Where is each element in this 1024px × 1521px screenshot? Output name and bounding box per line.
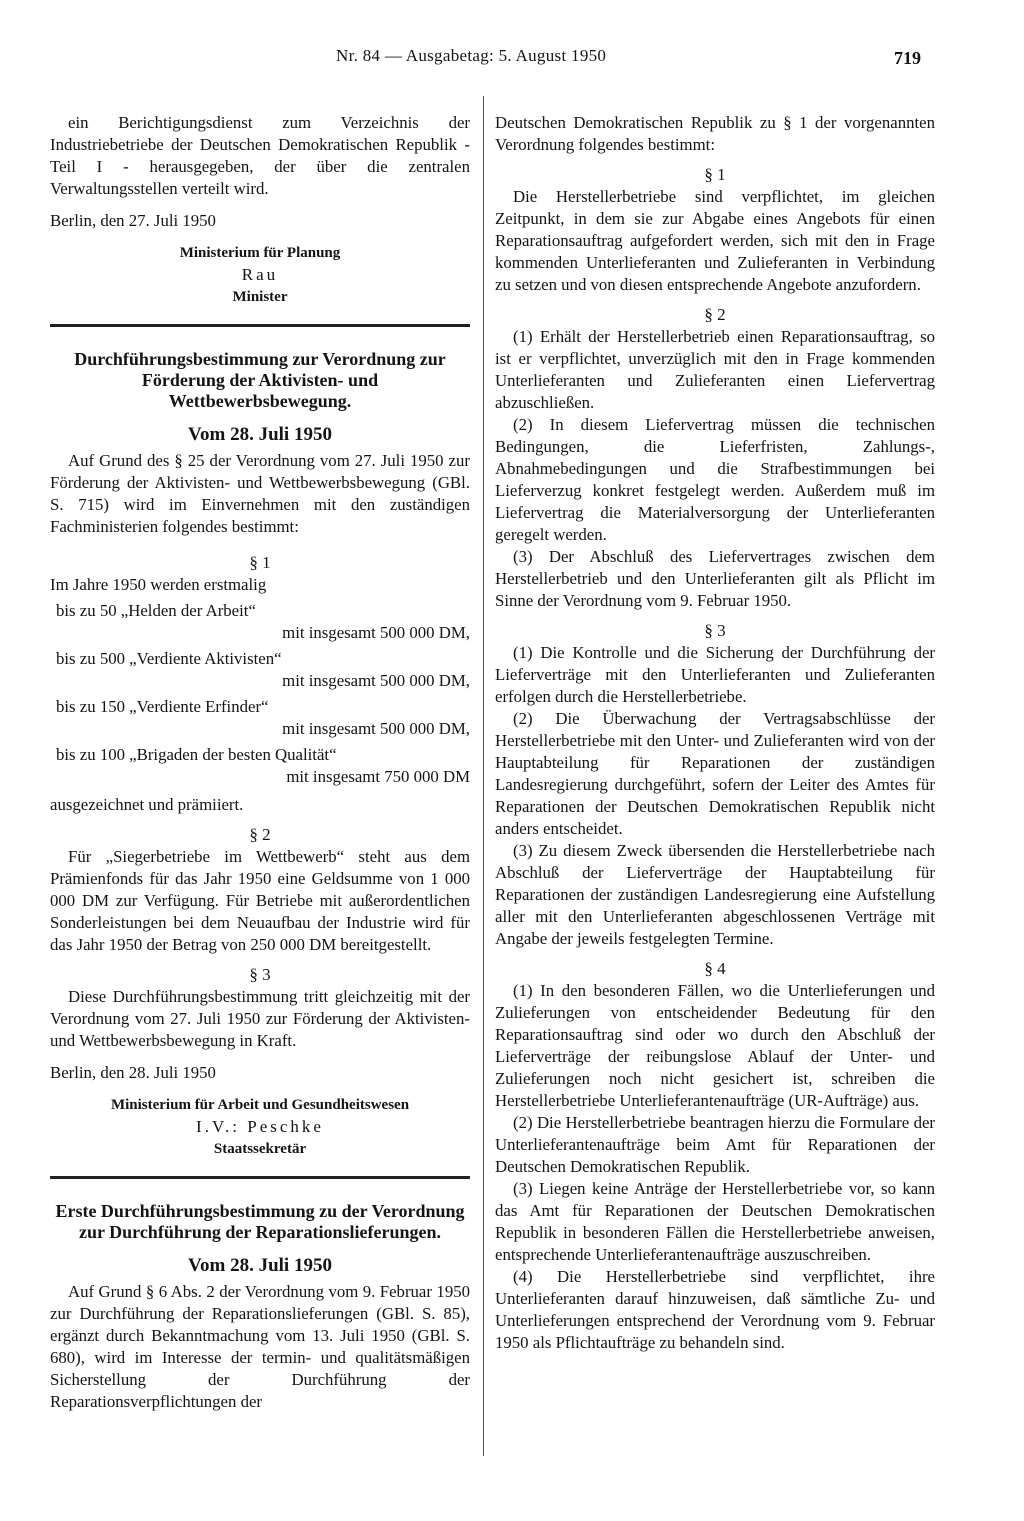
- decree-title: Durchführungsbestimmung zur Verordnung zur Förderung der Aktivisten- und Wettbewerbsbewegung.: [74, 349, 446, 411]
- decree-date: Vom 28. Juli 1950: [188, 1255, 332, 1276]
- award-amount: mit insgesamt 500 000 DM,: [282, 671, 470, 690]
- signature-name: I.V.: Peschke: [196, 1117, 324, 1136]
- subsection-text: (3) Liegen keine Anträge der Herstellerbetriebe vor, so kann das Amt für Reparationen der Deutschen Demokratischen Republik in besonderen Fällen die Herstellerbetriebe anweisen, entsprechende Unterlieferantenaufträge auszuschreiben.: [495, 1179, 935, 1264]
- decree-preamble: Auf Grund § 6 Abs. 2 der Verordnung vom 9. Februar 1950 zur Durchführung der Reparationslieferungen (GBl. S. 85), ergänzt durch Bekanntmachung vom 13. Juli 1950 (GBl. S. 680), wird im Interesse der termin- und qualitätsmäßigen Sicherstellung der Durchführung der Reparationsverpflichtungen der: [50, 1282, 470, 1411]
- section-mark: § 3: [249, 965, 271, 984]
- section-text: Diese Durchführungsbestimmung tritt gleichzeitig mit der Verordnung vom 27. Juli 1950 zur Förderung der Aktivisten- und Wettbewerbsbewegung in Kraft.: [50, 987, 470, 1050]
- signature-authority: Ministerium für Arbeit und Gesundheitswesen: [110, 1097, 410, 1113]
- subsection-text: (3) Der Abschluß des Liefervertrages zwischen dem Herstellerbetrieb und den Unterlieferanten gilt als Pflicht im Sinne der Verordnung vom 9. Februar 1950.: [495, 547, 935, 610]
- subsection-text: (1) Erhält der Herstellerbetrieb einen Reparationsauftrag, so ist er verpflichtet, unverzüglich mit den in Frage kommenden Unterlieferanten und Zulieferanten einen Liefervertrag abzuschließen.: [495, 327, 935, 412]
- signature-authority: Ministerium für Planung: [179, 245, 341, 261]
- subsection-text: (1) Die Kontrolle und die Sicherung der Durchführung der Lieferverträge mit den Unterlieferanten und Zulieferanten erfolgen durch die Herstellerbetriebe.: [495, 643, 935, 706]
- intro-paragraph: ein Berichtigungsdienst zum Verzeichnis der Industriebetriebe der Deutschen Demokratischen Republik - Teil I - herausgegeben, der über die zentralen Verwaltungsstellen verteilt wird.: [50, 113, 470, 198]
- left-column: [50, 112, 470, 1413]
- section-mark: § 4: [704, 959, 726, 978]
- right-column: [495, 112, 935, 1354]
- subsection-text: (2) Die Herstellerbetriebe beantragen hierzu die Formulare der Unterlieferantenaufträge beim Amt für Reparationen der Deutschen Demokratischen Republik.: [495, 1113, 935, 1176]
- decree-date: Vom 28. Juli 1950: [188, 424, 332, 445]
- section-text: Die Herstellerbetriebe sind verpflichtet, im gleichen Zeitpunkt, in dem sie zur Abgabe eines Angebots für einen Reparationsauftrag aufgefordert werden, sich mit den in Frage kommenden Unterlieferanten und Zulieferanten in Verbindung zu setzen und von diesen entsprechende Angebote anzufordern.: [495, 187, 935, 294]
- award-amount: mit insgesamt 500 000 DM,: [282, 719, 470, 738]
- continuation-paragraph: Deutschen Demokratischen Republik zu § 1 der vorgenannten Verordnung folgendes bestimmt:: [495, 113, 935, 154]
- award-amount: mit insgesamt 500 000 DM,: [282, 623, 470, 642]
- signature-role: Staatssekretär: [213, 1141, 307, 1157]
- page-number: 719: [894, 48, 921, 68]
- column-divider: [483, 96, 484, 1456]
- section-mark: § 2: [704, 305, 726, 324]
- place-date: Berlin, den 28. Juli 1950: [50, 1063, 216, 1082]
- subsection-text: (2) In diesem Liefervertrag müssen die technischen Bedingungen, die Lieferfristen, Zahlungs-, Abnahmebedingungen und die Strafbestimmungen bei Lieferverzug konkret festgelegt werden. Außerdem muß im Liefervertrag die Materialversorgung der Unterlieferanten geregelt werden.: [495, 415, 935, 544]
- section-mark: § 1: [704, 165, 726, 184]
- award-count: bis zu 50 „Helden der Arbeit“: [56, 601, 256, 620]
- award-count: bis zu 500 „Verdiente Aktivisten“: [56, 649, 282, 668]
- section-text: Für „Siegerbetriebe im Wettbewerb“ steht aus dem Prämienfonds für das Jahr 1950 eine Geldsumme von 1 000 000 DM zur Verfügung. Für Betriebe mit außerordentlichen Sonderleistungen bei dem Neuaufbau der Industrie wird für das Jahr 1950 der Betrag von 250 000 DM bereitgestellt.: [50, 847, 470, 954]
- signature-name: Rau: [241, 265, 279, 284]
- section-mark: § 3: [704, 621, 726, 640]
- award-count: bis zu 150 „Verdiente Erfinder“: [56, 697, 269, 716]
- subsection-text: (4) Die Herstellerbetriebe sind verpflichtet, ihre Unterlieferanten darauf hinzuweisen, daß sämtliche Zu- und Unterlieferungen entsprechend der Verordnung vom 9. Februar 1950 als Pflichtaufträge zu behandeln sind.: [495, 1267, 935, 1352]
- decree-title: Erste Durchführungsbestimmung zu der Verordnung zur Durchführung der Reparationslieferungen.: [55, 1201, 465, 1242]
- place-date: Berlin, den 27. Juli 1950: [50, 211, 216, 230]
- section-mark: § 2: [249, 825, 271, 844]
- section-mark: § 1: [249, 553, 271, 572]
- decree-preamble: Auf Grund des § 25 der Verordnung vom 27. Juli 1950 zur Förderung der Aktivisten- und Wettbewerbsbewegung (GBl. S. 715) wird im Einvernehmen mit den zuständigen Fachministerien folgendes bestimmt:: [50, 451, 470, 536]
- subsection-text: (1) In den besonderen Fällen, wo die Unterlieferungen und Zulieferungen von entscheidender Bedeutung für den Reparationsauftrag sind oder wo durch den Abschluß der Lieferverträge der reibungslose Ablauf der Unter- und Zulieferungen noch nicht gesichert ist, schreiben die Herstellerbetriebe Unterlieferantenaufträge (UR-Aufträge) aus.: [495, 981, 935, 1110]
- award-amount: mit insgesamt 750 000 DM: [286, 767, 470, 786]
- award-count: bis zu 100 „Brigaden der besten Qualität“: [56, 745, 337, 764]
- page-header: [0, 46, 1024, 76]
- section-outro: ausgezeichnet und prämiiert.: [50, 795, 244, 814]
- section-intro: Im Jahre 1950 werden erstmalig: [50, 575, 267, 594]
- subsection-text: (2) Die Überwachung der Vertragsabschlüsse der Herstellerbetriebe mit den Unter- und Zulieferanten wird von der Hauptabteilung für Reparationen der zuständigen Landesregierung durchgeführt, sofern der Leiter des Amtes für Reparationen der Deutschen Demokratischen Republik nicht anders entscheidet.: [495, 709, 935, 838]
- signature-role: Minister: [232, 289, 288, 305]
- subsection-text: (3) Zu diesem Zweck übersenden die Herstellerbetriebe nach Abschluß der Lieferverträge der Hauptabteilung für Reparationen der zuständigen Landesregierung eine Aufstellung aller mit den Unterlieferanten abgeschlossenen Verträge mit Angabe der jeweils festgelegten Termine.: [495, 841, 935, 948]
- section-rule: [50, 324, 470, 327]
- section-rule: [50, 1176, 470, 1179]
- issue-info: Nr. 84 — Ausgabetag: 5. August 1950: [336, 46, 607, 65]
